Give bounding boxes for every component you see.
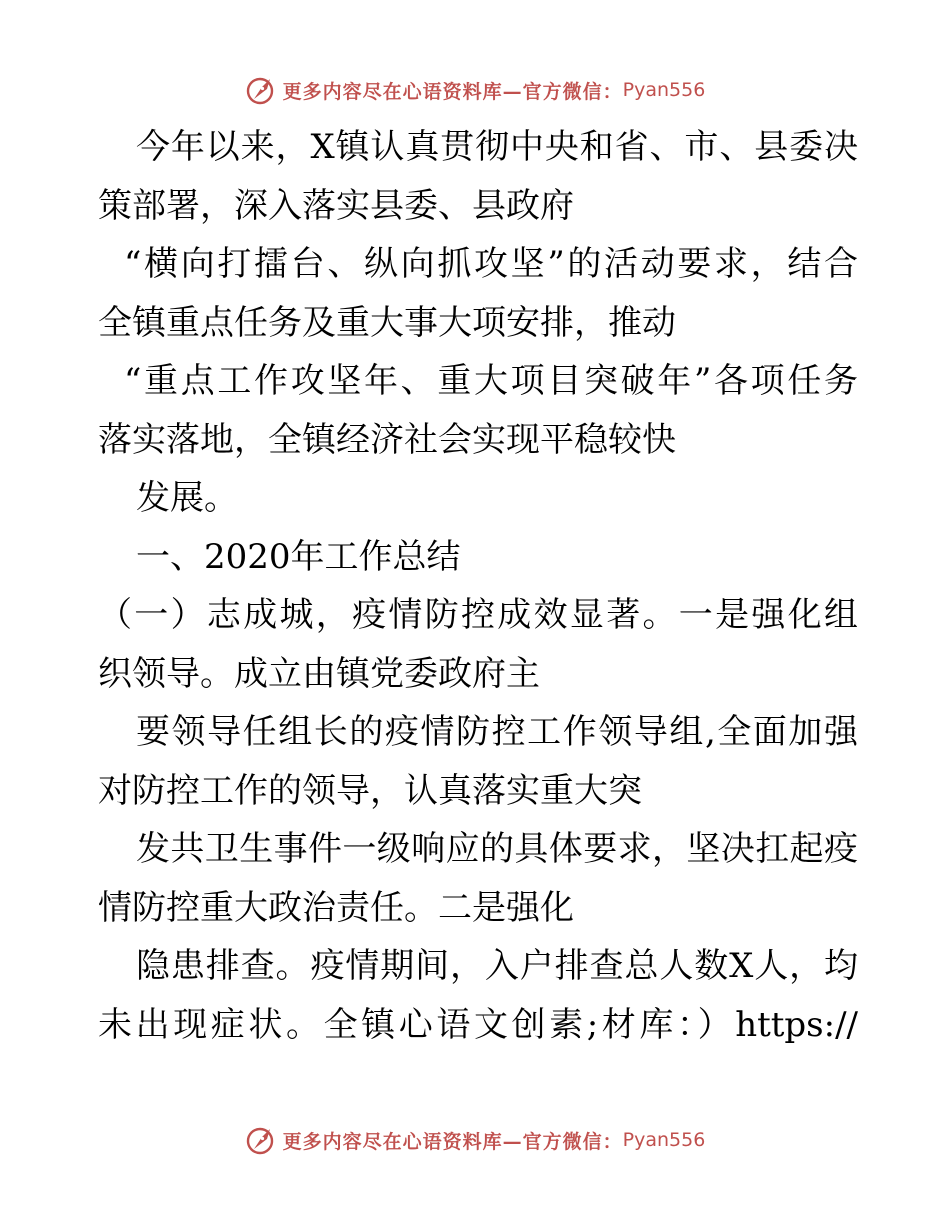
text-line: 落实落地，全镇经济社会实现平稳较快 xyxy=(98,419,676,460)
text-line: 发展。 xyxy=(136,478,238,518)
text-line: 今年以来，X镇认真贯彻中央和省、市、县委决 xyxy=(136,127,858,167)
text-line: “重点工作攻坚年、重大项目突破年”各项任务 xyxy=(124,361,858,401)
text-line: 发共卫生事件一级响应的具体要求，坚决扛起疫 xyxy=(136,829,858,869)
document-body xyxy=(98,118,858,1054)
text-line: （一）志成城，疫情防控成效显著。一是强化组 xyxy=(98,595,858,635)
text-line: 情防控重大政治责任。二是强化 xyxy=(98,887,574,928)
text-line: 对防控工作的领导，认真落实重大突 xyxy=(98,770,642,811)
header-banner-contact: Pyan556 xyxy=(622,79,706,101)
text-line: 隐患排查。疫情期间，入户排查总人数X人，均 xyxy=(136,946,858,986)
footer-banner-contact: Pyan556 xyxy=(622,1129,706,1151)
text-line: 要领导任组长的疫情防控工作领导组,全面加强 xyxy=(136,712,858,752)
pen-nib-circle-icon xyxy=(245,1124,277,1156)
header-banner-text: 更多内容尽在心语资料库—官方微信： xyxy=(282,80,623,103)
text-line: “横向打擂台、纵向抓攻坚”的活动要求，结合 xyxy=(124,244,858,284)
header-banner xyxy=(0,72,950,108)
section-heading: 一、2020年工作总结 xyxy=(136,536,461,577)
text-line: 策部署，深入落实县委、县政府 xyxy=(98,185,574,226)
footer-banner xyxy=(0,1122,950,1158)
text-line: 全镇重点任务及重大事大项安排，推动 xyxy=(98,302,676,343)
pen-nib-circle-icon xyxy=(245,74,277,106)
text-line: 未出现症状。全镇心语文创素;材库：）https:// xyxy=(98,1004,858,1045)
text-line: 织领导。成立由镇党委政府主 xyxy=(98,653,540,694)
footer-banner-text: 更多内容尽在心语资料库—官方微信： xyxy=(282,1130,623,1153)
